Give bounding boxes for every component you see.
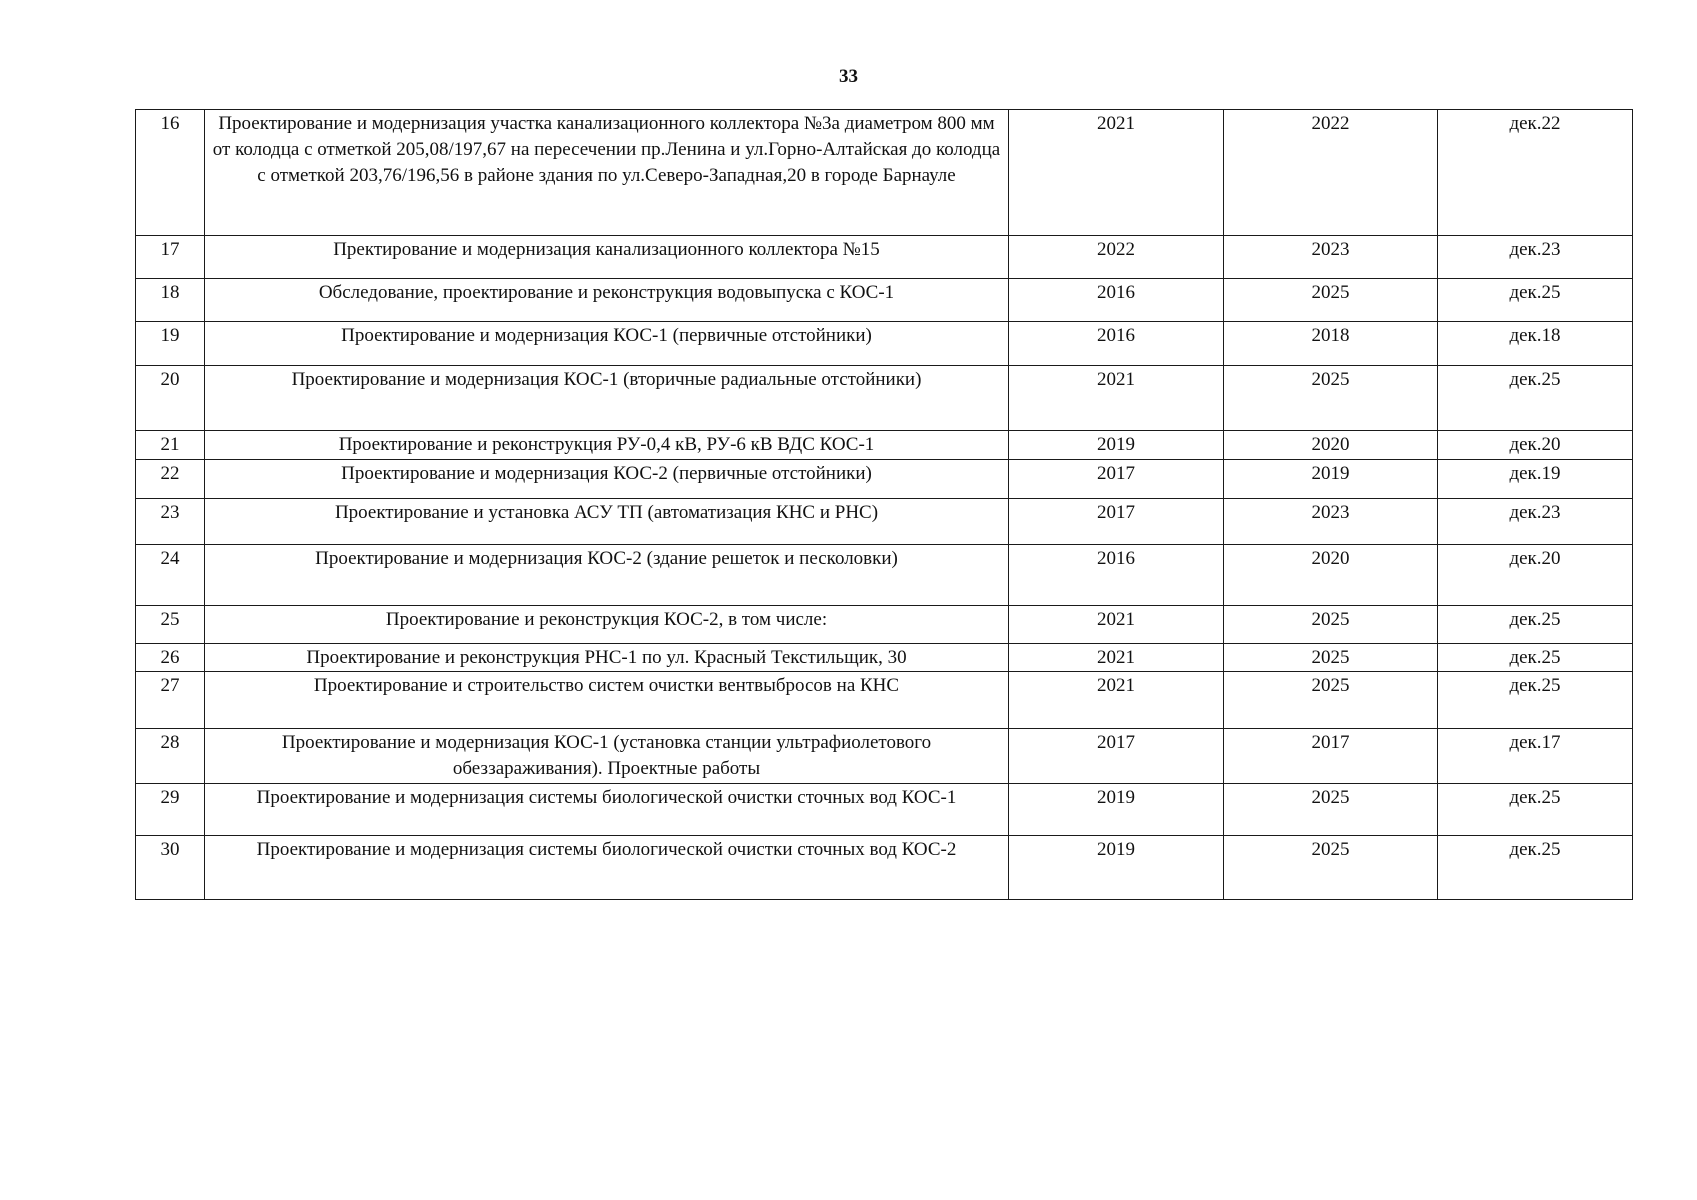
row-description: Проектирование и модернизация КОС-2 (первичные отстойники) xyxy=(205,460,1009,499)
row-start-year: 2019 xyxy=(1009,836,1224,900)
row-end-year: 2017 xyxy=(1224,729,1438,784)
row-end-year: 2025 xyxy=(1224,784,1438,836)
row-deadline: дек.25 xyxy=(1438,366,1633,431)
row-number: 26 xyxy=(136,644,205,672)
row-end-year: 2025 xyxy=(1224,366,1438,431)
table-row xyxy=(136,279,1633,322)
row-number: 25 xyxy=(136,606,205,644)
row-end-year: 2019 xyxy=(1224,460,1438,499)
row-deadline: дек.25 xyxy=(1438,836,1633,900)
row-description: Проектирование и модернизация системы биологической очистки сточных вод КОС-1 xyxy=(205,784,1009,836)
row-description: Проектирование и модернизация КОС-1 (установка станции ультрафиолетового обеззараживания). Проектные работы xyxy=(205,729,1009,784)
row-start-year: 2022 xyxy=(1009,236,1224,279)
row-start-year: 2017 xyxy=(1009,729,1224,784)
table-row xyxy=(136,545,1633,606)
row-number: 24 xyxy=(136,545,205,606)
row-start-year: 2021 xyxy=(1009,644,1224,672)
row-end-year: 2022 xyxy=(1224,110,1438,236)
row-number: 30 xyxy=(136,836,205,900)
row-start-year: 2017 xyxy=(1009,460,1224,499)
row-number: 27 xyxy=(136,672,205,729)
row-start-year: 2021 xyxy=(1009,606,1224,644)
row-end-year: 2025 xyxy=(1224,644,1438,672)
row-end-year: 2025 xyxy=(1224,836,1438,900)
row-end-year: 2025 xyxy=(1224,606,1438,644)
table-row xyxy=(136,644,1633,672)
row-start-year: 2021 xyxy=(1009,110,1224,236)
row-number: 16 xyxy=(136,110,205,236)
row-number: 18 xyxy=(136,279,205,322)
table-row xyxy=(136,322,1633,366)
row-number: 19 xyxy=(136,322,205,366)
row-deadline: дек.20 xyxy=(1438,545,1633,606)
row-number: 23 xyxy=(136,499,205,545)
row-start-year: 2016 xyxy=(1009,279,1224,322)
row-deadline: дек.18 xyxy=(1438,322,1633,366)
row-end-year: 2018 xyxy=(1224,322,1438,366)
table-row xyxy=(136,672,1633,729)
row-deadline: дек.25 xyxy=(1438,644,1633,672)
row-description: Проектирование и модернизация системы биологической очистки сточных вод КОС-2 xyxy=(205,836,1009,900)
row-deadline: дек.25 xyxy=(1438,672,1633,729)
row-end-year: 2020 xyxy=(1224,545,1438,606)
row-description: Проектирование и установка АСУ ТП (автоматизация КНС и РНС) xyxy=(205,499,1009,545)
row-deadline: дек.25 xyxy=(1438,279,1633,322)
row-start-year: 2017 xyxy=(1009,499,1224,545)
row-number: 22 xyxy=(136,460,205,499)
table-row xyxy=(136,499,1633,545)
row-start-year: 2021 xyxy=(1009,366,1224,431)
row-deadline: дек.23 xyxy=(1438,499,1633,545)
row-start-year: 2016 xyxy=(1009,322,1224,366)
row-deadline: дек.20 xyxy=(1438,431,1633,460)
row-deadline: дек.22 xyxy=(1438,110,1633,236)
row-start-year: 2016 xyxy=(1009,545,1224,606)
table-row xyxy=(136,431,1633,460)
row-start-year: 2019 xyxy=(1009,431,1224,460)
row-number: 17 xyxy=(136,236,205,279)
row-deadline: дек.19 xyxy=(1438,460,1633,499)
row-description: Проектирование и модернизация КОС-1 (вторичные радиальные отстойники) xyxy=(205,366,1009,431)
row-description: Обследование, проектирование и реконструкция водовыпуска с КОС-1 xyxy=(205,279,1009,322)
row-description: Проектирование и реконструкция РНС-1 по ул. Красный Текстильщик, 30 xyxy=(205,644,1009,672)
row-number: 21 xyxy=(136,431,205,460)
table-row xyxy=(136,110,1633,236)
table-row xyxy=(136,836,1633,900)
table-row xyxy=(136,784,1633,836)
row-description: Проектирование и модернизация участка канализационного коллектора №3а диаметром 800 мм от колодца с отметкой 205,08/197,67 на пересечении пр.Ленина и ул.Горно-Алтайская до колодца с отметкой 203,76/196,56 в районе здания по ул.Северо-Западная,20 в городе Барнауле xyxy=(205,110,1009,236)
table-row xyxy=(136,460,1633,499)
page-number: 33 xyxy=(839,66,858,87)
row-description: Проектирование и модернизация КОС-1 (первичные отстойники) xyxy=(205,322,1009,366)
row-start-year: 2021 xyxy=(1009,672,1224,729)
row-number: 20 xyxy=(136,366,205,431)
row-description: Проектирование и модернизация КОС-2 (здание решеток и песколовки) xyxy=(205,545,1009,606)
row-deadline: дек.17 xyxy=(1438,729,1633,784)
row-start-year: 2019 xyxy=(1009,784,1224,836)
projects-table xyxy=(135,109,1633,900)
row-deadline: дек.25 xyxy=(1438,784,1633,836)
row-end-year: 2025 xyxy=(1224,672,1438,729)
table-row xyxy=(136,606,1633,644)
row-number: 29 xyxy=(136,784,205,836)
row-description: Проектирование и реконструкция КОС-2, в том числе: xyxy=(205,606,1009,644)
row-description: Пректирование и модернизация канализационного коллектора №15 xyxy=(205,236,1009,279)
row-end-year: 2025 xyxy=(1224,279,1438,322)
table-row xyxy=(136,729,1633,784)
row-end-year: 2020 xyxy=(1224,431,1438,460)
row-end-year: 2023 xyxy=(1224,236,1438,279)
row-deadline: дек.25 xyxy=(1438,606,1633,644)
row-description: Проектирование и строительство систем очистки вентвыбросов на КНС xyxy=(205,672,1009,729)
row-deadline: дек.23 xyxy=(1438,236,1633,279)
table-row xyxy=(136,236,1633,279)
row-description: Проектирование и реконструкция РУ-0,4 кВ, РУ-6 кВ ВДС КОС-1 xyxy=(205,431,1009,460)
table-row xyxy=(136,366,1633,431)
row-end-year: 2023 xyxy=(1224,499,1438,545)
row-number: 28 xyxy=(136,729,205,784)
